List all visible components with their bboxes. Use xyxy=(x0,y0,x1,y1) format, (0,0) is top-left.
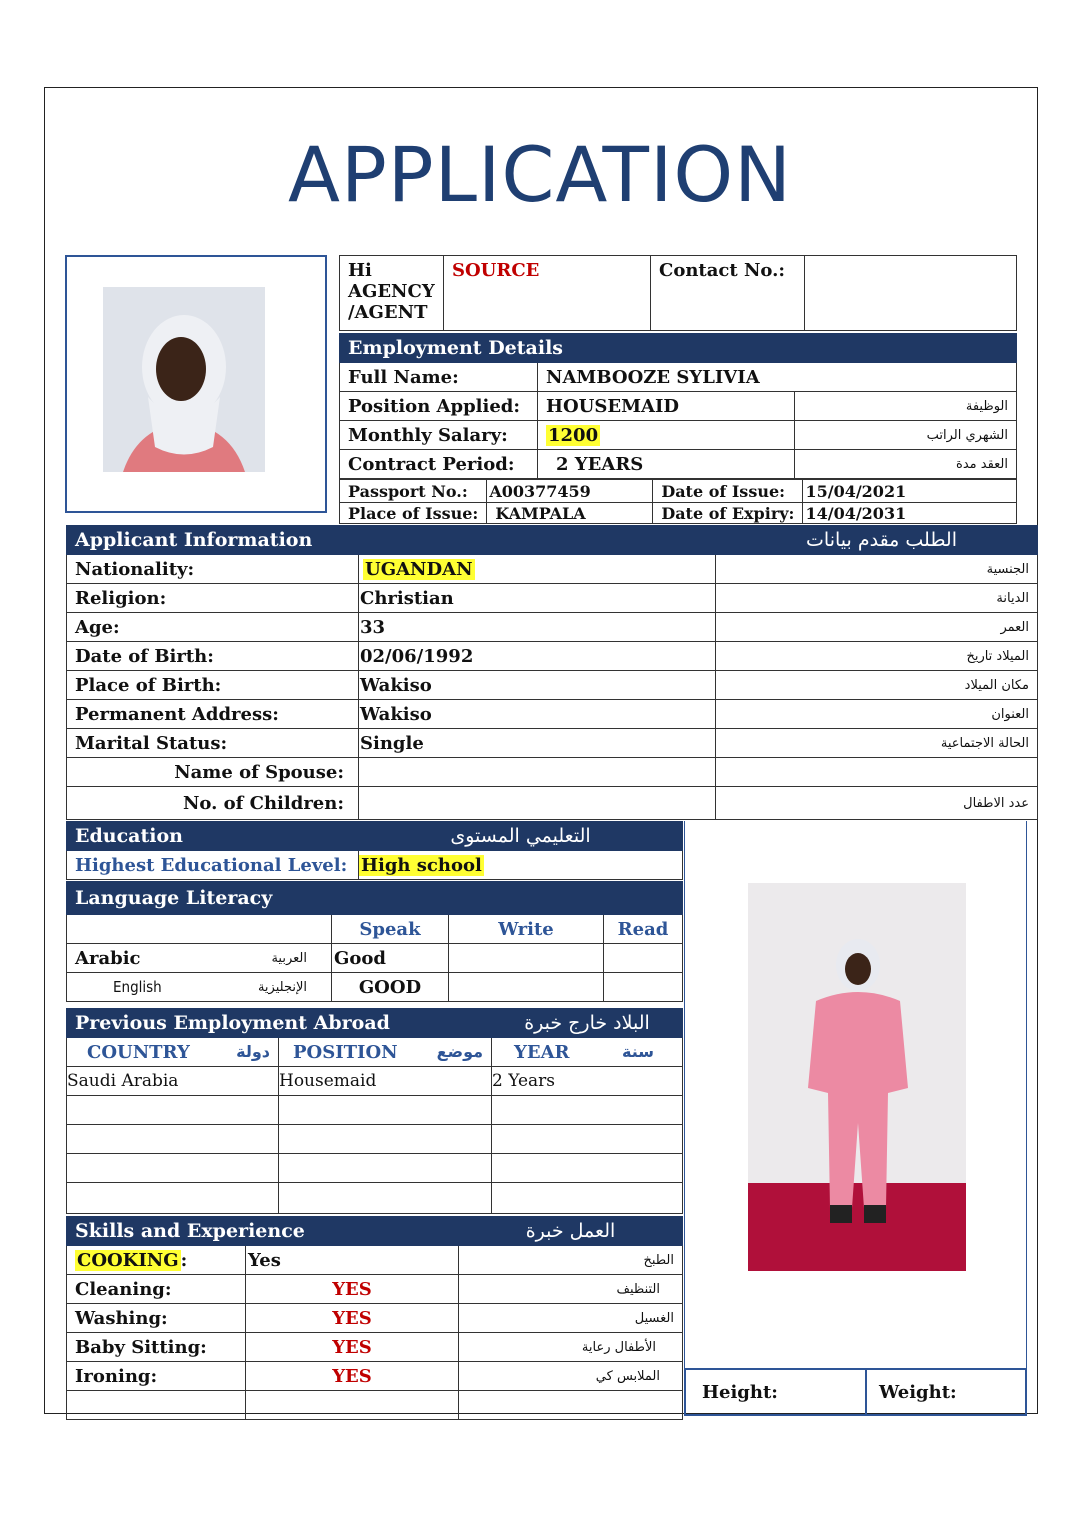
pob-value: Wakiso xyxy=(359,671,716,700)
arabic-ar: العربية xyxy=(215,944,332,973)
pob-ar: مكان الميلاد xyxy=(716,671,1038,700)
religion-ar: الديانة xyxy=(716,584,1038,613)
agency-label: Hi AGENCY /AGENT xyxy=(340,256,444,331)
salary-value: 1200 xyxy=(548,424,599,446)
education-level-value: High school xyxy=(361,854,482,876)
source-value: SOURCE xyxy=(444,256,651,331)
nationality-ar: الجنسية xyxy=(716,555,1038,584)
full-body-photo xyxy=(748,883,966,1271)
employment-header: Employment Details xyxy=(340,334,1017,363)
children-ar: عدد الاطفال xyxy=(716,787,1038,820)
english-label: English xyxy=(67,973,215,1002)
previous-table xyxy=(66,1008,683,1214)
agency-table xyxy=(339,255,1017,331)
age-value: 33 xyxy=(359,613,716,642)
spouse-label: Name of Spouse: xyxy=(67,758,359,787)
issue-place-value: KAMPALA xyxy=(487,503,653,524)
contract-ar: العقد مدة xyxy=(795,450,1017,479)
cooking-value: Yes xyxy=(246,1246,459,1275)
age-label: Age: xyxy=(67,613,359,642)
language-header: Language Literacy xyxy=(67,882,683,915)
passport-photo-frame xyxy=(65,255,327,513)
previous-header-ar: البلاد خارج خبرة xyxy=(492,1009,683,1038)
height-label: Height: xyxy=(685,1369,866,1415)
cooking-label: COOKING xyxy=(77,1249,179,1271)
issue-date-value: 15/04/2021 xyxy=(803,480,1017,503)
address-label: Permanent Address: xyxy=(67,700,359,729)
education-header-ar: التعليمي المستوى xyxy=(359,822,683,851)
education-level-label: Highest Educational Level: xyxy=(67,851,359,880)
year-header: YEAR xyxy=(514,1041,570,1063)
year-ar: سنة xyxy=(622,1041,654,1061)
cleaning-label: Cleaning: xyxy=(67,1275,246,1304)
nationality-label: Nationality: xyxy=(67,555,359,584)
marital-ar: الحالة الاجتماعية xyxy=(716,729,1038,758)
expiry-date-label: Date of Expiry: xyxy=(653,503,803,524)
spouse-value xyxy=(359,758,716,787)
arabic-label: Arabic xyxy=(67,944,215,973)
employment-table xyxy=(339,333,1017,479)
salary-ar: الشهري الراتب xyxy=(795,421,1017,450)
dob-label: Date of Birth: xyxy=(67,642,359,671)
children-label: No. of Children: xyxy=(67,787,359,820)
language-table xyxy=(66,881,683,1002)
babysitting-value: YES xyxy=(246,1333,459,1362)
applicant-table xyxy=(66,525,1038,820)
dob-value: 02/06/1992 xyxy=(359,642,716,671)
contact-label: Contact No.: xyxy=(651,256,805,331)
expiry-date-value: 14/04/2031 xyxy=(803,503,1017,524)
washing-value: YES xyxy=(246,1304,459,1333)
skills-header-ar: العمل خبرة xyxy=(459,1217,683,1246)
salary-label: Monthly Salary: xyxy=(340,421,538,450)
washing-ar: الغسيل xyxy=(459,1304,683,1333)
cooking-ar: الطبخ xyxy=(459,1246,683,1275)
passport-no-label: Passport No.: xyxy=(340,480,487,503)
position-value: HOUSEMAID xyxy=(538,392,795,421)
prev-position-1: Housemaid xyxy=(279,1067,492,1096)
country-ar: دولة xyxy=(236,1041,270,1061)
issue-place-label: Place of Issue: xyxy=(340,503,487,524)
cleaning-ar: التنظيف xyxy=(459,1275,683,1304)
position-ar: الوظيفة xyxy=(795,392,1017,421)
passport-no-value: A00377459 xyxy=(487,480,653,503)
nationality-value: UGANDAN xyxy=(365,558,473,580)
address-value: Wakiso xyxy=(359,700,716,729)
address-ar: العنوان xyxy=(716,700,1038,729)
children-value xyxy=(359,787,716,820)
read-header: Read xyxy=(603,915,682,944)
english-speak: GOOD xyxy=(331,973,448,1002)
contact-value xyxy=(805,256,1017,331)
page-title: APPLICATION xyxy=(287,130,793,219)
ironing-label: Ironing: xyxy=(67,1362,246,1391)
applicant-header-ar: الطلب مقدم بيانات xyxy=(716,526,1038,555)
cleaning-value: YES xyxy=(246,1275,459,1304)
spouse-ar xyxy=(716,758,1038,787)
babysitting-label: Baby Sitting: xyxy=(67,1333,246,1362)
position-ar-header: موضع xyxy=(436,1041,483,1061)
contract-value: 2 YEARS xyxy=(538,450,795,479)
marital-label: Marital Status: xyxy=(67,729,359,758)
body-measures-table xyxy=(684,1368,1027,1416)
position-label: Position Applied: xyxy=(340,392,538,421)
issue-date-label: Date of Issue: xyxy=(653,480,803,503)
arabic-speak: Good xyxy=(331,944,448,973)
prev-country-1: Saudi Arabia xyxy=(67,1067,279,1096)
passport-photo xyxy=(103,287,265,472)
write-header: Write xyxy=(448,915,603,944)
education-table xyxy=(66,821,683,880)
applicant-header: Applicant Information xyxy=(67,526,716,555)
ironing-value: YES xyxy=(246,1362,459,1391)
babysitting-ar: الأطفال رعاية xyxy=(459,1333,683,1362)
country-header: COUNTRY xyxy=(87,1041,190,1063)
position-header: POSITION xyxy=(293,1041,398,1063)
pob-label: Place of Birth: xyxy=(67,671,359,700)
religion-label: Religion: xyxy=(67,584,359,613)
english-ar: الإنجليزية xyxy=(215,973,332,1002)
marital-value: Single xyxy=(359,729,716,758)
dob-ar: الميلاد تاريخ xyxy=(716,642,1038,671)
skills-header: Skills and Experience xyxy=(67,1217,459,1246)
speak-header: Speak xyxy=(331,915,448,944)
washing-label: Washing: xyxy=(67,1304,246,1333)
skills-table: Skills and Experience العمل خبرة COOKING : Yes الطبخ Cleaning: YES التنظيف Washing: YES الغسيل Baby Sitting: YES الأطفال رعاية Ironing: YES الملابس كي xyxy=(66,1216,683,1420)
weight-label: Weight: xyxy=(866,1369,1026,1415)
ironing-ar: الملابس كي xyxy=(459,1362,683,1391)
prev-year-1: 2 Years xyxy=(492,1067,683,1096)
religion-value: Christian xyxy=(359,584,716,613)
passport-table xyxy=(339,479,1017,524)
education-header: Education xyxy=(67,822,359,851)
age-ar: العمر xyxy=(716,613,1038,642)
full-name-label: Full Name: xyxy=(340,363,538,392)
contract-label: Contract Period: xyxy=(340,450,538,479)
previous-header: Previous Employment Abroad xyxy=(67,1009,492,1038)
full-name-value: NAMBOOZE SYLIVIA xyxy=(538,363,1017,392)
